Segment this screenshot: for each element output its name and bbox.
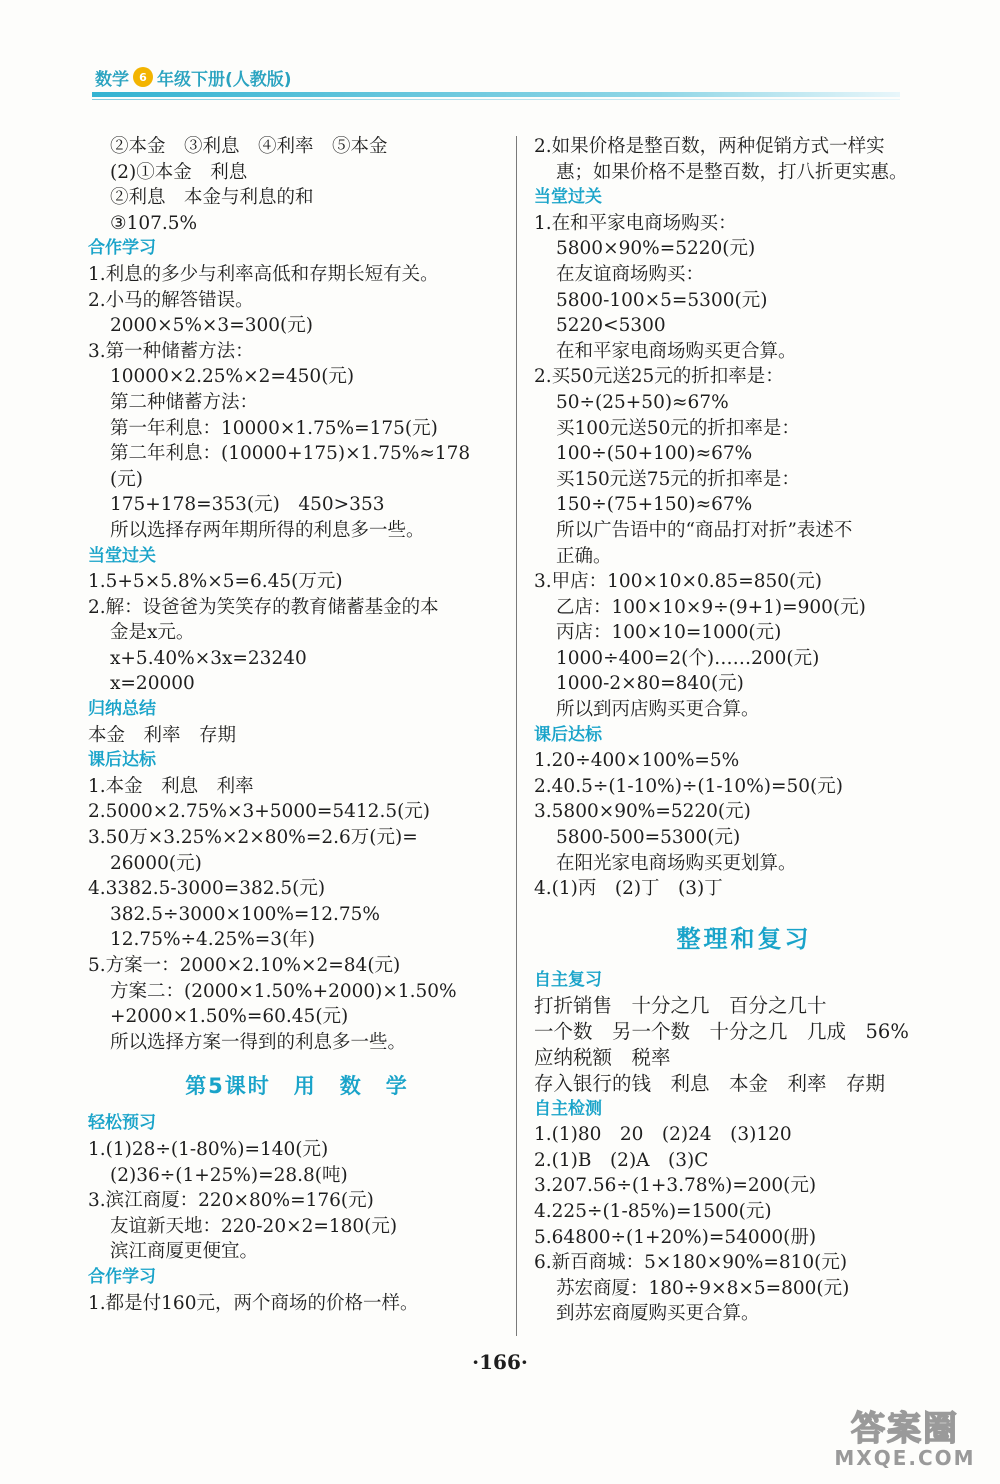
answer-line: 4.3382.5-3000=382.5(元) [88, 878, 326, 900]
answer-line: 在阳光家电商场购买更划算。 [556, 852, 797, 874]
answer-line: 2.5000×2.75%×3+5000=5412.5(元) [88, 801, 431, 823]
answer-line: 乙店：100×10×9÷(9+1)=900(元) [556, 596, 866, 618]
answer-line: 175+178=353(元) 450>353 [110, 494, 385, 516]
answer-line: 苏宏商厦：180÷9×8×5=800(元) [556, 1277, 850, 1299]
answer-line: 50÷(25+50)≈67% [556, 391, 729, 413]
answer-line: 第二种储蓄方法： [110, 391, 259, 413]
answer-line: x=20000 [110, 673, 195, 695]
answer-line: 12.75%÷4.25%=3(年) [110, 929, 316, 951]
section-heading: 课后达标 [88, 750, 156, 771]
answer-line: 方案二：(2000×1.50%+2000)×1.50% [110, 980, 457, 1002]
answer-line: 应纳税额 税率 [534, 1046, 671, 1069]
answer-line: 2.40.5÷(1-10%)÷(1-10%)=50(元) [534, 775, 843, 797]
answer-line: 买150元送75元的折扣率是： [556, 468, 800, 490]
answer-line: 存入银行的钱 利息 本金 利率 存期 [534, 1071, 886, 1095]
answer-line: 1.(1)28÷(1-80%)=140(元) [88, 1138, 329, 1160]
section-heading: 合作学习 [88, 1266, 156, 1287]
answer-line: 5800×90%=5220(元) [556, 238, 756, 260]
answer-line: 1.本金 利息 利率 [88, 775, 254, 797]
answer-line: 正确。 [556, 545, 612, 567]
answer-line: +2000×1.50%=60.45(元) [110, 1006, 349, 1028]
answer-line: 2.如果价格是整百数，两种促销方式一样实 [534, 136, 885, 157]
answer-line: 1000-2×80=840(元) [556, 673, 744, 695]
grade-badge: 6 [133, 67, 153, 87]
answer-line: 所以广告语中的“商品打对折”表述不 [556, 519, 853, 541]
watermark-text: 答案圈 [851, 1409, 959, 1449]
section-heading: 合作学习 [88, 238, 156, 259]
answer-line: 150÷(75+150)≈67% [556, 494, 753, 516]
answer-line: ③107.5% [110, 212, 198, 234]
answer-line: ②利息 本金与利息的和 [110, 187, 314, 209]
answer-line: x+5.40%×3x=23240 [110, 647, 307, 669]
answer-line: 第一年利息：10000×1.75%=175(元) [110, 417, 438, 439]
section-heading: 课后达标 [534, 724, 602, 745]
answer-line: 3.第一种储蓄方法： [88, 340, 254, 362]
answer-line: 6.新百商城：5×180×90%=810(元) [534, 1252, 848, 1274]
section-heading: 轻松预习 [88, 1113, 156, 1134]
header-rule [92, 92, 900, 97]
answer-line: 在友谊商场购买： [556, 263, 705, 285]
answer-line: 1.在和平家电商场购买： [534, 212, 737, 234]
answer-line: 2.买50元送25元的折扣率是： [534, 366, 784, 388]
answer-line: 所以选择存两年期所得的利息多一些。 [110, 519, 425, 541]
right-column [534, 134, 954, 1327]
answer-line: (元) [110, 468, 143, 490]
section-heading: 当堂过关 [534, 187, 602, 208]
answer-line: 1.(1)80 20 (2)24 (3)120 [534, 1124, 792, 1146]
volume-label: 年级下册(人教版) [157, 69, 292, 90]
page-number: ·166· [472, 1350, 528, 1374]
answer-line: 到苏宏商厦购买更合算。 [556, 1303, 760, 1325]
answer-line: 5800-100×5=5300(元) [556, 289, 768, 311]
answer-line: 所以选择方案一得到的利息多一些。 [110, 1031, 407, 1053]
answer-line: 5.方案一：2000×2.10%×2=84(元) [88, 955, 401, 976]
answer-line: 2.解：设爸爸为笑笑存的教育储蓄基金的本 [88, 596, 439, 618]
answer-line: 第二年利息：(10000+175)×1.75%≈178 [110, 443, 471, 465]
answer-line: 3.207.56÷(1+3.78%)=200(元) [534, 1175, 817, 1197]
left-column [88, 134, 506, 1316]
answer-line: 在和平家电商场购买更合算。 [556, 340, 797, 362]
section-heading: 自主检测 [534, 1098, 602, 1119]
answer-line: 5800-500=5300(元) [556, 827, 741, 849]
subject-label: 数学 [95, 69, 129, 90]
answer-line: 所以到丙店购买更合算。 [556, 699, 760, 721]
answer-line: 2000×5%×3=300(元) [110, 315, 313, 337]
answer-line: 3.50万×3.25%×2×80%=2.6万(元)= [88, 827, 418, 849]
watermark-url: MXQE.COM [834, 1446, 976, 1470]
section-heading: 归纳总结 [88, 699, 156, 720]
answer-line: 1.5+5×5.8%×5=6.45(万元) [88, 571, 343, 593]
lesson-title: 第5课时 用 数 学 [185, 1074, 409, 1099]
answer-line: 10000×2.25%×2=450(元) [110, 366, 355, 388]
answer-line: 2.小马的解答错误。 [88, 289, 254, 311]
answer-line: 5.64800÷(1+20%)=54000(册) [534, 1226, 817, 1248]
answer-line: 1.利息的多少与利率高低和存期长短有关。 [88, 263, 439, 285]
answer-line: 382.5÷3000×100%=12.75% [110, 903, 380, 925]
answer-line: 4.(1)丙 (2)丁 (3)丁 [534, 878, 723, 900]
page-header [95, 62, 292, 92]
answer-line: 一个数 另一个数 十分之几 几成 56% [534, 1020, 909, 1044]
answer-line: 惠；如果价格不是整百数，打八折更实惠。 [556, 161, 908, 183]
answer-line: 3.甲店：100×10×0.85=850(元) [534, 571, 822, 593]
answer-line: (2)36÷(1+25%)=28.8(吨) [110, 1164, 348, 1186]
answer-line: 26000(元) [110, 852, 202, 874]
answer-line: 5220<5300 [556, 315, 666, 337]
answer-line: 金是x元。 [110, 622, 195, 644]
section-heading: 当堂过关 [88, 545, 156, 566]
answer-line: (2)①本金 利息 [110, 161, 248, 183]
book-title [95, 65, 292, 90]
column-divider [516, 136, 517, 1336]
answer-line: 滨江商厦更便宜。 [110, 1241, 259, 1263]
answer-line: 本金 利率 存期 [88, 724, 237, 746]
answer-line: 1.都是付160元，两个商场的价格一样。 [88, 1292, 419, 1314]
answer-line: 1000÷400=2(个)……200(元) [556, 647, 820, 669]
section-heading: 自主复习 [534, 969, 602, 990]
answer-line: 丙店：100×10=1000(元) [556, 622, 782, 644]
chapter-title: 整理和复习 [676, 924, 812, 953]
answer-line: 打折销售 十分之几 百分之几十 [534, 994, 827, 1018]
answer-line: 1.20÷400×100%=5% [534, 750, 740, 772]
answer-line: ②本金 ③利息 ④利率 ⑤本金 [110, 136, 388, 157]
answer-line: 买100元送50元的折扣率是： [556, 417, 800, 439]
answer-line: 4.225÷(1-85%)=1500(元) [534, 1200, 772, 1222]
answer-line: 3.滨江商厦：220×80%=176(元) [88, 1190, 374, 1212]
answer-line: 友谊新天地：220-20×2=180(元) [110, 1215, 398, 1237]
answer-line: 100÷(50+100)≈67% [556, 443, 753, 465]
answer-line: 3.5800×90%=5220(元) [534, 801, 751, 823]
answer-line: 2.(1)B (2)A (3)C [534, 1149, 709, 1171]
watermark-logo [830, 1410, 980, 1470]
header-rule-thin [92, 99, 900, 100]
